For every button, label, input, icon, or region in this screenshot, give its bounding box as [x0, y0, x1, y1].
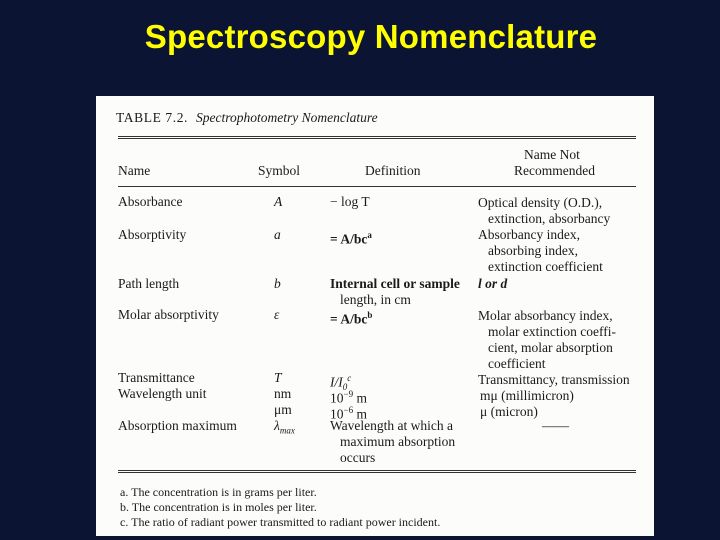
top-rule	[118, 136, 636, 139]
row-path-length-name: Path length	[118, 276, 180, 291]
row-absorbance-symbol: A	[274, 194, 283, 209]
footnote-b: b. The concentration is in moles per liter.	[120, 500, 317, 514]
header-rule	[118, 186, 636, 187]
row-absorptivity-name: Absorptivity	[118, 227, 187, 242]
row-absorbance-definition: − log T	[330, 194, 370, 209]
row-transmittance-name: Transmittance	[118, 370, 195, 385]
header-not-recommended-1: Name Not	[524, 147, 580, 162]
footnote-a: a. The concentration is in grams per liter.	[120, 485, 317, 499]
row-absorptivity-not-recommended: Absorbancy index, absorbing index, extinction coefficient	[478, 227, 603, 274]
scanned-table-image	[96, 96, 654, 536]
row-wavelength-um-symbol: μm	[274, 402, 292, 417]
table-title: Spectrophotometry Nomenclature	[196, 110, 378, 125]
row-absorptivity-definition: = $A/bc^a$	[330, 230, 372, 247]
row-wavelength-nm-not-recommended: mμ (millimicron)	[480, 388, 574, 403]
row-path-length-symbol: b	[274, 276, 281, 291]
row-absorption-maximum-name: Absorption maximum	[118, 418, 237, 433]
row-wavelength-nm-definition: $10^{-9}$ m	[330, 389, 367, 406]
row-wavelength-unit-name: Wavelength unit	[118, 386, 207, 401]
row-absorption-maximum-symbol: $\lambda_{max}$	[274, 418, 295, 436]
row-absorption-maximum-not-recommended: ——	[542, 418, 569, 433]
header-not-recommended-2: Recommended	[514, 163, 595, 178]
row-wavelength-um-definition: $10^{-6}$ m	[330, 405, 367, 422]
row-absorbance-not-recommended: Optical density (O.D.), extinction, absorbancy	[478, 195, 611, 226]
slide-title: Spectroscopy Nomenclature	[144, 18, 598, 55]
header-symbol: Symbol	[258, 163, 301, 178]
row-path-length-definition: Internal cell or sample length, in cm	[330, 276, 460, 307]
row-wavelength-um-not-recommended: μ (micron)	[480, 404, 538, 419]
header-name: Name	[118, 163, 151, 178]
header-definition: Definition	[365, 163, 421, 178]
row-transmittance-symbol: T	[274, 370, 282, 385]
row-molar-absorptivity-symbol: ε	[274, 307, 280, 322]
row-molar-absorptivity-name: Molar absorptivity	[118, 307, 219, 322]
row-absorptivity-symbol: a	[274, 227, 281, 242]
row-absorption-maximum-definition: Wavelength at which a maximum absorption occurs	[330, 418, 456, 465]
footnote-c: c. The ratio of radiant power transmitted to radiant power incident.	[120, 515, 441, 529]
row-molar-absorptivity-not-recommended: Molar absorbancy index, molar extinction coeffi- cient, molar absorption coefficient	[478, 308, 616, 371]
row-absorbance-name: Absorbance	[118, 194, 183, 209]
row-transmittance-not-recommended: Transmittancy, transmission	[478, 372, 630, 387]
table-caption	[116, 110, 378, 126]
row-molar-absorptivity-definition: = $A/bc^b$	[330, 310, 373, 327]
bottom-rule	[118, 470, 636, 473]
row-path-length-not-recommended: l or d	[478, 276, 508, 291]
row-wavelength-nm-symbol: nm	[274, 386, 292, 401]
table-label: TABLE 7.2.	[116, 110, 189, 125]
row-transmittance-definition: $I/I_0^c$	[330, 373, 352, 393]
